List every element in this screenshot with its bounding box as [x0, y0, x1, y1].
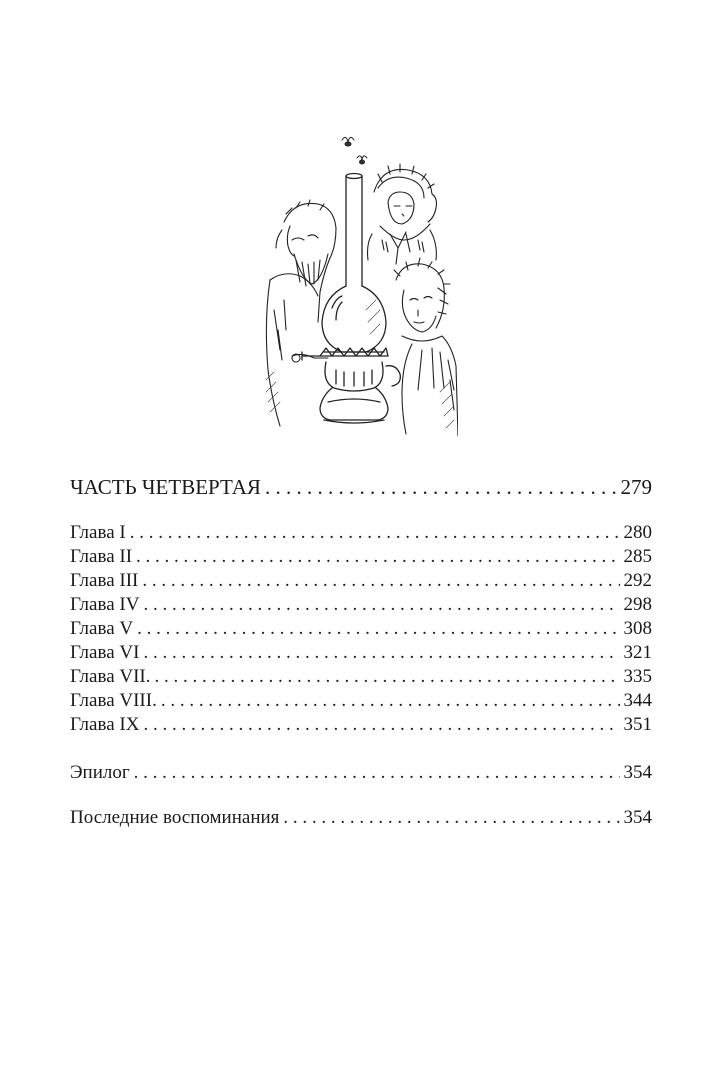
toc-chapter-row — [70, 641, 652, 665]
toc-epilogue-page: 354 — [620, 761, 653, 785]
engraving-illustration — [262, 130, 458, 436]
dot-leader — [143, 641, 619, 665]
toc-chapter-label: Глава VIII. — [70, 689, 161, 713]
toc-memories-entry — [70, 806, 652, 830]
dot-leader — [134, 761, 620, 785]
toc-chapter-row — [70, 545, 652, 569]
toc-chapter-label: Глава IX — [70, 713, 143, 737]
dot-leader — [143, 593, 619, 617]
toc-chapter-label: Глава III — [70, 569, 142, 593]
toc-epilogue-entry — [70, 761, 652, 785]
toc-part-label: ЧАСТЬ ЧЕТВЕРТАЯ — [70, 474, 265, 500]
toc-chapter-label: Глава VI — [70, 641, 143, 665]
toc-chapter-page: 344 — [620, 689, 653, 713]
toc-chapter-page: 335 — [620, 665, 653, 689]
toc-chapter-page: 285 — [620, 545, 653, 569]
toc-chapter-row — [70, 689, 652, 713]
oil-lamp-figures-icon — [262, 130, 458, 436]
dot-leader — [130, 521, 620, 545]
toc-chapter-page: 321 — [620, 641, 653, 665]
toc-chapter-row — [70, 593, 652, 617]
toc-chapter-page: 351 — [620, 713, 653, 737]
toc-epilogue-label: Эпилог — [70, 761, 134, 785]
toc-chapter-page: 280 — [620, 521, 653, 545]
dot-leader — [143, 713, 619, 737]
toc-chapter-page: 292 — [620, 569, 653, 593]
dot-leader — [137, 617, 619, 641]
toc-part-page: 279 — [617, 474, 653, 500]
toc-chapter-label: Глава I — [70, 521, 130, 545]
toc-memories-page: 354 — [620, 806, 653, 830]
toc-chapter-row — [70, 617, 652, 641]
toc-chapter-label: Глава VII. — [70, 665, 155, 689]
dot-leader — [265, 474, 617, 500]
toc-chapter-label: Глава II — [70, 545, 136, 569]
toc-chapter-row — [70, 569, 652, 593]
toc-chapter-page: 308 — [620, 617, 653, 641]
toc-chapter-list — [70, 521, 652, 737]
toc-memories-label: Последние воспоминания — [70, 806, 283, 830]
dot-leader — [136, 545, 619, 569]
dot-leader — [283, 806, 619, 830]
toc-chapter-row — [70, 665, 652, 689]
toc-chapter-row — [70, 713, 652, 737]
toc-chapter-row — [70, 521, 652, 545]
toc-part-entry — [70, 474, 652, 500]
dot-leader — [142, 569, 619, 593]
dot-leader — [161, 689, 620, 713]
toc-chapter-label: Глава IV — [70, 593, 143, 617]
toc-chapter-page: 298 — [620, 593, 653, 617]
dot-leader — [155, 665, 620, 689]
toc-chapter-label: Глава V — [70, 617, 137, 641]
